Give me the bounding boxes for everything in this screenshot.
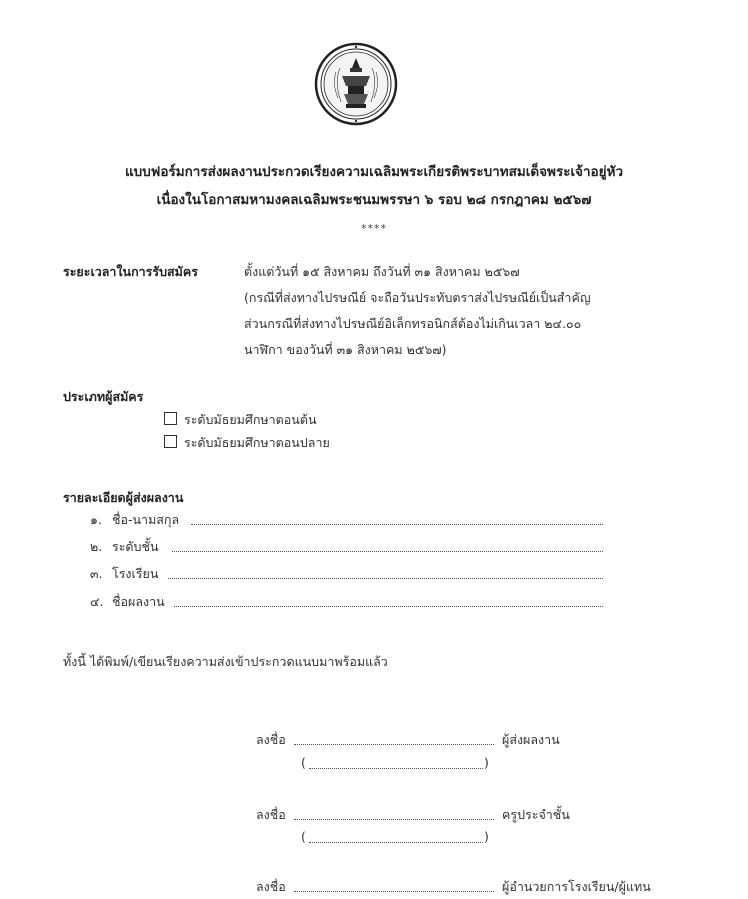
signature-prefix-2: ลงชื่อ (256, 807, 286, 822)
period-line2: (กรณีที่ส่งทางไปรษณีย์ จะถือวันประทับตราส่งไปรษณีย์เป็นสำคัญ (244, 290, 591, 305)
period-label: ระยะเวลาในการรับสมัคร (63, 264, 198, 279)
signature-line-director[interactable] (294, 891, 494, 892)
royal-emblem-icon (314, 42, 398, 126)
paren-open-1: ( (301, 755, 306, 770)
field-num-2: ๒. (90, 539, 103, 554)
grade-input-line[interactable] (172, 551, 603, 552)
checkbox-upper-secondary[interactable] (164, 435, 177, 448)
option-lower-secondary: ระดับมัธยมศึกษาตอนต้น (184, 412, 317, 427)
details-label: รายละเอียดผู้ส่งผลงาน (63, 490, 184, 505)
signature-prefix-1: ลงชื่อ (256, 732, 286, 747)
signature-role-submitter: ผู้ส่งผลงาน (502, 732, 560, 747)
field-label-name: ชื่อ-นามสกุล (112, 512, 180, 527)
paren-open-2: ( (301, 829, 306, 844)
signature-role-director: ผู้อำนวยการโรงเรียน/ผู้แทน (502, 879, 651, 894)
signature-role-teacher: ครูประจำชั้น (502, 807, 570, 822)
school-input-line[interactable] (168, 578, 603, 579)
printed-name-line-teacher[interactable] (309, 842, 483, 843)
field-num-4: ๔. (90, 594, 104, 609)
period-line3: ส่วนกรณีที่ส่งทางไปรษณีย์อิเล็กทรอนิกส์ต้องไม่เกินเวลา ๒๔.๐๐ (244, 316, 582, 331)
signature-prefix-3: ลงชื่อ (256, 879, 286, 894)
period-line4: นาฬิกา ของวันที่ ๓๑ สิงหาคม ๒๕๖๗) (244, 342, 447, 357)
period-line1: ตั้งแต่วันที่ ๑๕ สิงหาคม ถึงวันที่ ๓๑ สิงหาคม ๒๕๖๗ (244, 264, 520, 279)
signature-line-submitter[interactable] (294, 744, 494, 745)
field-label-grade: ระดับชั้น (112, 539, 159, 554)
form-title-line2: เนื่องในโอกาสมหามงคลเฉลิมพระชนมพรรษา ๖ รอบ ๒๘ กรกฎาคม ๒๕๖๗ (156, 192, 592, 208)
checkbox-lower-secondary[interactable] (164, 412, 177, 425)
name-input-line[interactable] (191, 524, 603, 525)
field-num-1: ๑. (90, 512, 102, 527)
paren-close-1: ) (484, 755, 489, 770)
field-label-work-title: ชื่อผลงาน (112, 594, 165, 609)
printed-name-line-submitter[interactable] (309, 768, 483, 769)
option-upper-secondary: ระดับมัธยมศึกษาตอนปลาย (184, 435, 330, 450)
field-label-school: โรงเรียน (112, 566, 159, 581)
paren-close-2: ) (484, 829, 489, 844)
declaration-text: ทั้งนี้ ได้พิมพ์/เขียนเรียงความส่งเข้าประกวดแนบมาพร้อมแล้ว (63, 654, 388, 669)
work-title-input-line[interactable] (174, 606, 603, 607)
signature-line-teacher[interactable] (294, 819, 494, 820)
field-num-3: ๓. (90, 566, 103, 581)
applicant-type-label: ประเภทผู้สมัคร (63, 389, 144, 404)
title-separator: **** (361, 222, 387, 235)
form-title-line1: แบบฟอร์มการส่งผลงานประกวดเรียงความเฉลิมพระเกียรติพระบาทสมเด็จพระเจ้าอยู่หัว (124, 164, 624, 180)
